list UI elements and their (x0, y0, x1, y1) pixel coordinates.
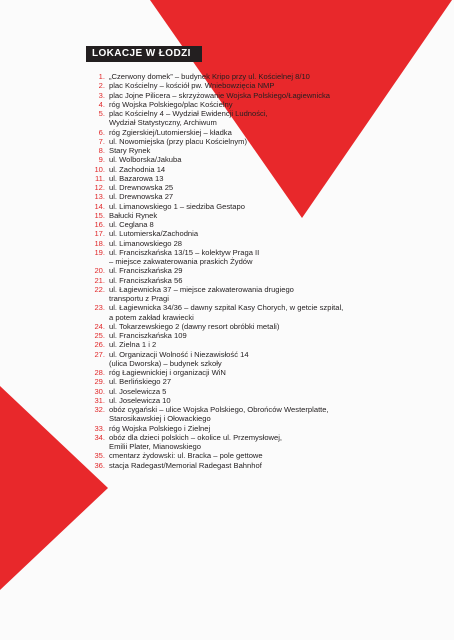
location-item (88, 377, 418, 386)
location-item (88, 303, 418, 322)
location-number: 26. (94, 340, 105, 350)
location-item (88, 405, 418, 424)
location-text: ul. Drewnowska 25 (109, 183, 174, 192)
location-number: 17. (94, 229, 105, 239)
location-text: ul. Drewnowska 27 (109, 192, 174, 202)
location-item (88, 155, 418, 164)
location-text: obóz cygański – ulice Wojska Polskiego, Obrońców Westerplatte, (109, 405, 329, 414)
location-text: plac Kościelny – kościół pw. Wniebowzięcia NMP (109, 81, 275, 91)
location-number: 20. (94, 266, 105, 276)
location-item (88, 81, 418, 90)
location-item (88, 137, 418, 146)
location-item (88, 202, 418, 211)
location-text: róg Łagiewnickiej i organizacji WiN (109, 368, 226, 377)
location-item (88, 192, 418, 201)
location-text: stacja Radegast/Memorial Radegast Bahnhof (109, 460, 262, 470)
location-text: ul. Franciszkańska 13/15 – kolektyw Praga II (109, 247, 260, 257)
location-item (88, 100, 418, 109)
location-number: 5. (98, 109, 105, 118)
location-number: 12. (94, 183, 105, 192)
location-number: 16. (94, 220, 105, 229)
location-number: 21. (94, 275, 105, 285)
location-text: ul. Franciszkańska 109 (109, 331, 187, 340)
location-number: 14. (94, 201, 105, 211)
location-text: ul. Berlińskiego 27 (109, 377, 172, 387)
location-number: 35. (94, 451, 105, 461)
location-text: cmentarz żydowski: ul. Bracka – pole gettowe (109, 451, 263, 461)
location-item (88, 128, 418, 137)
location-number: 18. (94, 238, 105, 248)
location-text: ul. Limanowskiego 1 – siedziba Gestapo (109, 201, 245, 211)
location-text: ul. Ceglana 8 (109, 220, 154, 229)
location-text: „Czerwony domek” – budynek Kripo przy ul. Kościelnej 8/10 (109, 72, 310, 81)
location-number: 4. (98, 99, 105, 109)
location-item (88, 451, 418, 460)
location-text: ul. Lutomierska/Zachodnia (109, 229, 199, 239)
location-item (88, 387, 418, 396)
location-item (88, 165, 418, 174)
location-number: 13. (94, 192, 105, 202)
location-item (88, 331, 418, 340)
location-number: 10. (94, 164, 105, 174)
location-number: 33. (94, 423, 105, 433)
location-number: 24. (94, 321, 105, 331)
location-text: – miejsce zakwaterowania praskich Żydów (109, 257, 253, 266)
location-text: ul. Limanowskiego 28 (109, 238, 183, 248)
location-item (88, 229, 418, 238)
location-item (88, 276, 418, 285)
location-number: 32. (94, 405, 105, 414)
location-number: 29. (94, 377, 105, 387)
location-text: ul. Joselewicza 10 (109, 395, 171, 405)
location-item (88, 211, 418, 220)
location-text: a potem zakład krawiecki (109, 312, 194, 322)
location-text: plac Kościelny 4 – Wydział Ewidencji Ludności, (109, 109, 268, 118)
location-text: Stary Rynek (109, 146, 151, 155)
location-number: 31. (94, 395, 105, 405)
location-item (88, 461, 418, 470)
location-text: plac Jojne Pilicera – skrzyżowanie Wojska Polskiego/Łagiewnicka (109, 90, 331, 100)
location-number: 34. (94, 432, 105, 442)
location-text: ul. Wolborska/Jakuba (109, 155, 182, 165)
location-number: 11. (95, 173, 105, 183)
location-text: ul. Franciszkańska 29 (109, 266, 183, 276)
location-number: 23. (94, 303, 105, 313)
location-list (88, 72, 418, 470)
location-item (88, 91, 418, 100)
location-number: 6. (98, 127, 105, 137)
location-number: 7. (98, 136, 105, 146)
location-number: 1. (98, 72, 105, 81)
location-text: róg Wojska Polskiego i Zielnej (109, 423, 211, 433)
location-number: 22. (94, 284, 105, 294)
location-number: 2. (98, 81, 105, 91)
location-item (88, 285, 418, 304)
location-item (88, 72, 418, 81)
location-item (88, 248, 418, 267)
location-item (88, 109, 418, 128)
location-text: ul. Franciszkańska 56 (109, 275, 183, 285)
location-text: ul. Organizacji Wolność i Niezawisłość 14 (109, 349, 249, 359)
location-number: 36. (94, 460, 105, 470)
location-text: (ulica Dworska) – budynek szkoły (109, 358, 222, 368)
location-number: 8. (98, 146, 105, 155)
location-text: ul. Zachodnia 14 (109, 164, 166, 174)
location-text: ul. Nowomiejska (przy placu Kościelnym) (109, 136, 247, 146)
location-number: 25. (94, 331, 105, 340)
location-text: Wydział Statystyczny, Archiwum (109, 118, 217, 128)
location-text: ul. Zielna 1 i 2 (109, 340, 157, 350)
location-number: 28. (94, 368, 105, 377)
location-text: Bałucki Rynek (109, 210, 158, 220)
location-item (88, 239, 418, 248)
location-number: 3. (98, 90, 105, 100)
location-item (88, 340, 418, 349)
location-item (88, 174, 418, 183)
location-number: 9. (98, 155, 105, 165)
location-text: ul. Łagiewnicka 37 – miejsce zakwaterowania drugiego (109, 284, 294, 294)
location-text: obóz dla dzieci polskich – okolice ul. Przemysłowej, (109, 432, 283, 442)
location-item (88, 433, 418, 452)
location-item (88, 322, 418, 331)
section-title: LOKACJE W ŁODZI (86, 46, 202, 62)
location-number: 19. (94, 247, 105, 257)
location-text: ul. Tokarzewskiego 2 (dawny resort obróbki metali) (109, 321, 280, 331)
location-number: 27. (94, 349, 105, 359)
location-text: róg Zgierskiej/Lutomierskiej – kładka (109, 127, 232, 137)
location-number: 15. (94, 210, 105, 220)
location-text: ul. Joselewicza 5 (109, 386, 167, 396)
location-item (88, 368, 418, 377)
location-item (88, 220, 418, 229)
location-text: róg Wojska Polskiego/plac Kościelny (109, 99, 233, 109)
location-item (88, 396, 418, 405)
location-text: Starosikawskiej i Ołowackiego (109, 414, 211, 424)
location-number: 30. (94, 386, 105, 396)
location-item (88, 183, 418, 192)
location-text: ul. Łagiewnicka 34/36 – dawny szpital Kasy Chorych, w getcie szpital, (109, 303, 344, 313)
location-text: ul. Bazarowa 13 (109, 173, 164, 183)
location-item (88, 266, 418, 275)
location-item (88, 146, 418, 155)
location-item (88, 424, 418, 433)
location-item (88, 350, 418, 369)
location-text: transportu z Pragi (109, 294, 169, 303)
location-text: Emilii Plater, Mianowskiego (109, 442, 202, 451)
